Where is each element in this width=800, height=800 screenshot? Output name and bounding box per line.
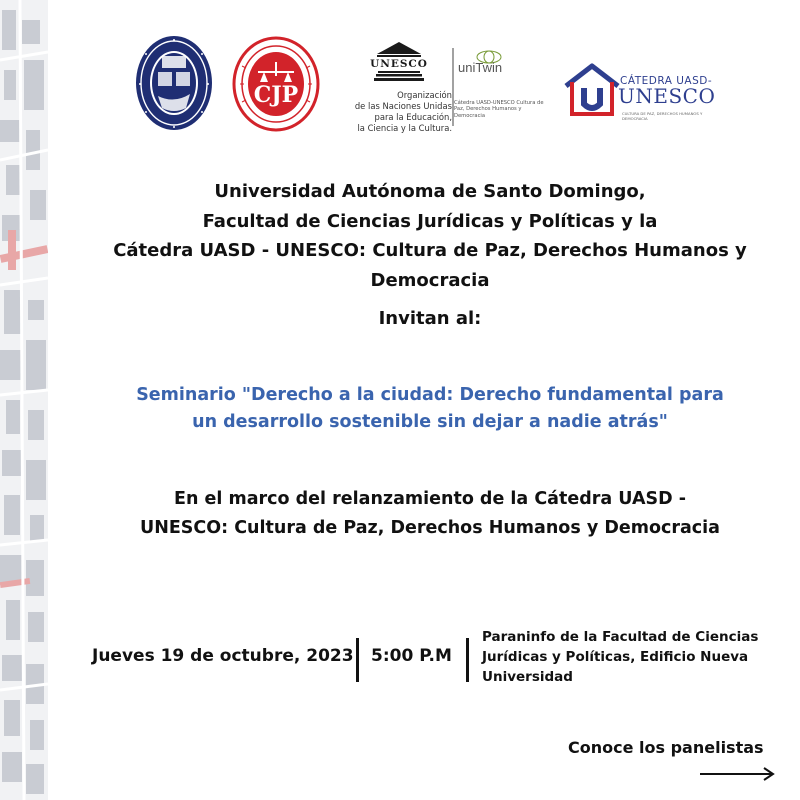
unesco-description: Organización de las Naciones Unidas para la Educación, la Ciencia y la Cultura. [354, 90, 452, 133]
unitwin-description: Cátedra UASD-UNESCO Cultura de Paz, Derechos Humanos y Democracia [454, 100, 544, 119]
catedra-label: CÁTEDRA UASD- [620, 75, 713, 87]
catedra-subtitle: CULTURA DE PAZ, DERECHOS HUMANOS Y DEMOCRACIA [622, 111, 703, 121]
event-time: 5:00 P.M [371, 646, 452, 666]
house-icon [562, 60, 622, 120]
arrow-right-icon[interactable] [700, 766, 776, 782]
unesco-name: UNESCO [370, 58, 428, 70]
context-statement: En el marco del relanzamiento de la Cátedra UASD - UNESCO: Cultura de Paz, Derechos Humanos y Democracia [139, 489, 720, 538]
cjp-seal-logo [232, 36, 320, 132]
invite-text: Invitan al: [378, 308, 482, 329]
event-venue: Paraninfo de la Facultad de Ciencias Jurídicas y Políticas, Edificio Nueva Universidad [482, 629, 759, 685]
event-divider-1 [356, 638, 359, 682]
uasd-seal-logo [134, 34, 214, 132]
svg-text:CJP: CJP [253, 82, 299, 108]
panelists-link[interactable]: Conoce los panelistas [568, 738, 764, 757]
unitwin-brand: uniTwin [458, 60, 503, 75]
map-background-strip [0, 0, 48, 800]
catedra-unesco-wordmark: UNESCO [618, 84, 716, 108]
seminar-title: Seminario "Derecho a la ciudad: Derecho fundamental para un desarrollo sostenible sin dejar a nadie atrás" [136, 385, 724, 432]
catedra-uasd-unesco-logo [562, 60, 722, 124]
organizers-heading: Universidad Autónoma de Santo Domingo, Facultad de Ciencias Jurídicas y Políticas y la Cátedra UASD - UNESCO: Cultura de Paz, Derechos Humanos y Democracia [113, 181, 747, 291]
event-divider-2 [466, 638, 469, 682]
unesco-logo [344, 40, 454, 136]
unitwin-logo [452, 48, 552, 128]
event-date: Jueves 19 de octubre, 2023 [92, 646, 354, 666]
